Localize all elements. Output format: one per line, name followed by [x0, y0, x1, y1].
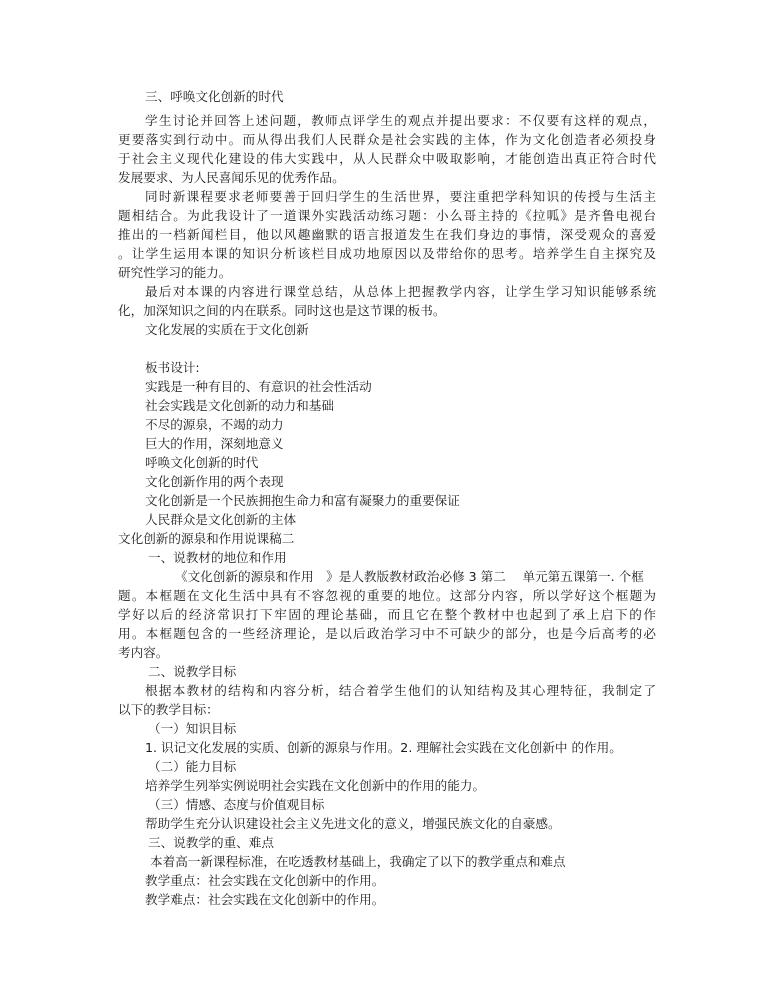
paragraph-line: 教学难点：社会实践在文化创新中的作用。	[145, 892, 385, 907]
board-item: 文化创新作用的两个表现	[145, 474, 284, 489]
board-item: 呼唤文化创新的时代	[145, 455, 259, 470]
paragraph-line: 帮助学生充分认识建设社会主义先进文化的意义，增强民族文化的自豪感。	[145, 816, 561, 831]
board-item: 社会实践是文化创新的动力和基础	[145, 398, 334, 413]
board-item: 人民群众是文化创新的主体	[145, 512, 297, 527]
board-item: 实践是一种有目的、有意识的社会性活动	[145, 379, 372, 394]
subsection-heading: （三）情感、态度与价值观目标	[148, 797, 325, 812]
paragraph-line: 更要落实到行动中。而从得出我们人民群众是社会实践的主体，作为文化创造者必须投身	[118, 132, 656, 147]
section-heading: 三、呼唤文化创新的时代	[145, 89, 284, 104]
board-item: 巨大的作用，深刻地意义	[145, 436, 284, 451]
paragraph-line: 培养学生列举实例说明社会实践在文化创新中的作用的能力。	[145, 778, 486, 793]
paragraph-line: 于社会主义现代化建设的伟大实践中，从人民群众中吸取影响，才能创造出真正符合时代	[118, 151, 656, 166]
paragraph-line: 同时新课程要求老师要善于回归学生的生活世界，要注重把学科知识的传授与生活主	[145, 189, 656, 204]
section-heading: 一、说教材的地位和作用	[148, 550, 287, 565]
board-heading: 板书设计:	[145, 360, 200, 375]
paragraph-line: 1. 识记文化发展的实质、创新的源泉与作用。2. 理解社会实践在文化创新中 的作用。	[145, 740, 622, 755]
board-item: 不尽的源泉，不竭的动力	[145, 417, 284, 432]
paragraph-line: 学好以后的经济常识打下牢固的理论基础，而且它在整个教材中也起到了承上启下的作	[118, 607, 656, 622]
section-heading: 二、说教学目标	[148, 664, 237, 679]
paragraph-line: 题。本框题在文化生活中具有不容忽视的重要的地位。这部分内容，所以学好这个框题为	[118, 588, 656, 603]
paragraph-line: 学生讨论并回答上述问题，教师点评学生的观点并提出要求：不仅要有这样的观点，	[145, 113, 656, 128]
board-item: 文化创新是一个民族拥抱生命力和富有凝聚力的重要保证	[145, 493, 460, 508]
subsection-heading: （一）知识目标	[148, 721, 237, 736]
paragraph-line: 推出的一档新闻栏目，他以风趣幽默的语言报道发生在我们身边的事情，深受观众的喜爱	[118, 227, 656, 242]
paragraph-line: 文化发展的实质在于文化创新	[145, 322, 309, 337]
paragraph-line: 研究性学习的能力。	[118, 265, 232, 280]
paragraph-line: 发展要求、为人民喜闻乐见的优秀作品。	[118, 170, 345, 185]
paragraph-line: 。让学生运用本课的知识分析该栏目成功地原因以及带给你的思考。培养学生自主探究及	[118, 246, 656, 261]
paragraph-line: 教学重点：社会实践在文化创新中的作用。	[145, 873, 385, 888]
paragraph-line: 题相结合。为此我设计了一道课外实践活动练习题：小么哥主持的《拉呱》是齐鲁电视台	[118, 208, 656, 223]
paragraph-line: 本着高一新课程标准，在吃透教材基础上，我确定了以下的教学重点和难点	[150, 854, 566, 869]
paragraph-line: 以下的教学目标：	[118, 702, 219, 717]
paragraph-line: 最后对本课的内容进行课堂总结，从总体上把握教学内容，让学生学习知识能够系统	[145, 284, 656, 299]
subsection-heading: （二）能力目标	[148, 759, 237, 774]
paragraph-line: 用。本框题包含的一些经济理论，是以后政治学习中不可缺少的部分，也是今后高考的必	[118, 626, 656, 641]
section-heading: 三、说教学的重、难点	[148, 835, 274, 850]
document-title: 文化创新的源泉和作用说课稿二	[118, 531, 295, 546]
paragraph-line: 化，加深知识之间的内在联系。同时这也是这节课的板书。	[118, 303, 446, 318]
paragraph-line: 《文化创新的源泉和作用 》是人教版教材政治必修 3 第二 单元第五课第一. 个框	[175, 569, 644, 584]
paragraph-line: 根据本教材的结构和内容分析，结合着学生他们的认知结构及其心理特征，我制定了	[145, 683, 656, 698]
paragraph-line: 考内容。	[118, 645, 169, 660]
